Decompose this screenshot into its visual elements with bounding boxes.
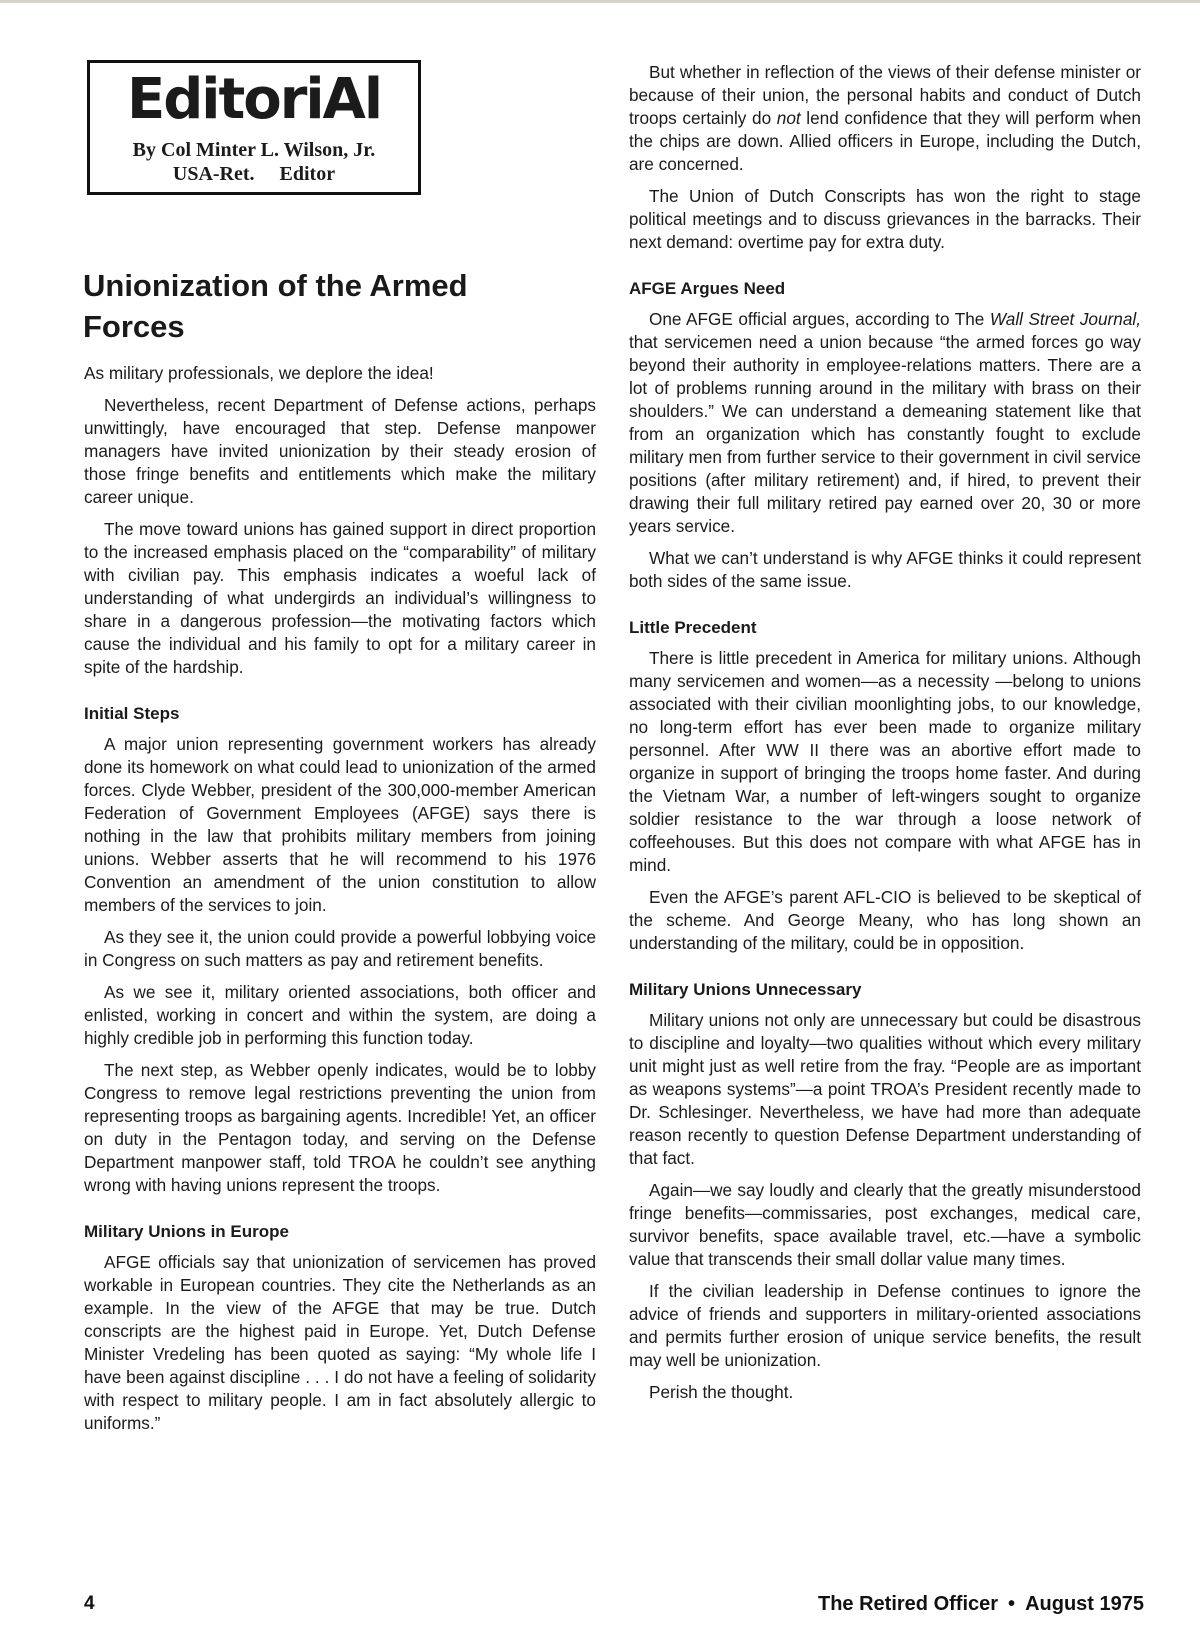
europe-paragraph-1: AFGE officials say that unionization of servicemen has proved workable in European countries. They cite the Netherlands as an example. In the view of the AFGE that may be true. Dutch conscripts are the highest paid in Europe. Yet, Dutch Defense Minister Vredeling has been quoted as saying: “My whole life I have been against discipline . . . I do not have a feeling of solidarity with respect to military people. I am in fact absolutely allergic to uniforms.”	[84, 1252, 596, 1433]
section-heading-military-unions-unnecessary: Military Unions Unnecessary	[629, 980, 862, 999]
section-heading-little-precedent: Little Precedent	[629, 618, 757, 637]
dutch-troops-emphasis: not	[776, 108, 801, 128]
initial-steps-paragraph-3: As we see it, military oriented associations, both officer and enlisted, working in concert and within the system, are doing a highly credible job in performing this function today.	[84, 982, 596, 1048]
afge-need-paragraph-2: What we can’t understand is why AFGE thinks it could represent both sides of the same issue.	[629, 548, 1141, 591]
dutch-union-paragraph: The Union of Dutch Conscripts has won the right to stage political meetings and to discuss grievances in the barracks. Their next demand: overtime pay for extra duty.	[629, 186, 1141, 252]
intro-paragraph-2: Nevertheless, recent Department of Defense actions, perhaps unwittingly, have encouraged that step. Defense manpower managers have invited unionization by their steady erosion of those fringe benefits and entitlements which make the military career unique.	[84, 395, 596, 507]
initial-steps-paragraph-2: As they see it, the union could provide a powerful lobbying voice in Congress on such matters as pay and retirement benefits.	[84, 927, 596, 970]
afge-need-text-after: that servicemen need a union because “the armed forces go way beyond their authority in employee-relations matters. There are a lot of problems running around in the military with brass on their shoulders.” We can understand a demeaning statement like that from an organization which has constantly fought to exclude military men from further service to their government in civil service positions (after military retirement) and, if hired, to prevent their drawing their full military retired pay earned over 20, 30 or more years service.	[629, 332, 1141, 536]
dutch-troops-text-after: lend confidence that they will perform when the chips are down. Allied officers in Europe, including the Dutch, are concerned.	[629, 108, 1141, 174]
publication-footer	[818, 1593, 1144, 1615]
afge-need-paragraph-1	[629, 308, 1141, 538]
editorial-byline-line-1: By Col Minter L. Wilson, Jr.	[132, 139, 376, 161]
wall-street-journal-emphasis: Wall Street Journal,	[989, 309, 1141, 329]
editorial-byline-line-2: USA-Ret. Editor	[172, 163, 336, 185]
issue-date: August 1975	[1025, 1593, 1144, 1615]
little-precedent-paragraph-2: Even the AFGE’s parent AFL-CIO is believed to be skeptical of the scheme. And George Meany, who has long shown an understanding of the military, could be in opposition.	[629, 887, 1141, 953]
section-heading-military-unions-in-europe: Military Unions in Europe	[84, 1222, 289, 1241]
top-edge-rule	[0, 0, 1200, 3]
right-article-column	[629, 61, 1141, 1413]
article-headline: Unionization of the Armed Forces	[83, 268, 468, 344]
unnecessary-paragraph-3: If the civilian leadership in Defense continues to ignore the advice of friends and supporters in military-oriented associations and permits further erosion of unique service benefits, the result may well be unionization.	[629, 1281, 1141, 1370]
initial-steps-paragraph-4: The next step, as Webber openly indicates, would be to lobby Congress to remove legal restrictions preventing the union from representing troops as bargaining agents. Incredible! Yet, an officer on duty in the Pentagon today, and serving on the Defense Department manpower staff, told TROA he couldn’t see anything wrong with having unions represent the troops.	[84, 1060, 596, 1195]
initial-steps-paragraph-1: A major union representing government workers has already done its homework on what could lead to unionization of the armed forces. Clyde Webber, president of the 300,000-member American Federation of Government Employees (AFGE) says there is nothing in the law that prohibits military members from joining unions. Webber asserts that he will recommend to his 1976 Convention an amendment of the union constitution to allow members of the services to join.	[84, 734, 596, 915]
page-number: 4	[84, 1593, 95, 1614]
left-article-column	[84, 362, 596, 1444]
editorial-masthead	[87, 60, 421, 195]
section-heading-initial-steps: Initial Steps	[84, 704, 180, 723]
afge-need-text-before: One AFGE official argues, according to The	[649, 309, 990, 329]
dutch-troops-paragraph	[629, 61, 1141, 176]
closing-line: Perish the thought.	[649, 1382, 794, 1402]
section-heading-afge-argues-need: AFGE Argues Need	[629, 279, 786, 298]
editorial-byline	[90, 138, 418, 186]
footer-separator: •	[1008, 1593, 1016, 1615]
unnecessary-paragraph-1: Military unions not only are unnecessary but could be disastrous to discipline and loyalty—two qualities without which every military unit might just as well retire from the fray. “People are as important as weapons systems”—a point TROA’s President recently made to Dr. Schlesinger. Nevertheless, we have had more than adequate reason recently to question Defense Department understanding of that fact.	[629, 1010, 1141, 1168]
intro-paragraph-1: As military professionals, we deplore the idea!	[84, 363, 434, 383]
little-precedent-paragraph-1: There is little precedent in America for military unions. Although many servicemen and women—as a necessity —belong to unions associated with their civilian moonlighting jobs, to our knowledge, no long-term effort has ever been made to organize military personnel. After WW II there was an abortive effort made to organize in support of bringing the troops home faster. And during the Vietnam War, a number of left-wingers sought to organize soldier resistance to the war through a loose network of coffeehouses. But this does not compare with what AFGE has in mind.	[629, 648, 1141, 875]
unnecessary-paragraph-2: Again—we say loudly and clearly that the greatly misunderstood fringe benefits—commissaries, post exchanges, medical care, survivor benefits, space available travel, etc.—have a symbolic value that transcends their small dollar value many times.	[629, 1180, 1141, 1269]
publication-name: The Retired Officer	[818, 1593, 999, 1615]
editorial-title: EditoriAl	[126, 67, 382, 132]
intro-paragraph-3: The move toward unions has gained support in direct proportion to the increased emphasis placed on the “comparability” of military with civilian pay. This emphasis indicates a woeful lack of understanding of what undergirds an individual’s willingness to share in a dangerous profession—the motivating factors which cause the individual and his family to opt for a military career in spite of the hardship.	[84, 519, 596, 677]
dutch-troops-text-before: But whether in reflection of the views of their defense minister or because of their union, the personal habits and conduct of Dutch troops certainly do	[629, 62, 1141, 128]
